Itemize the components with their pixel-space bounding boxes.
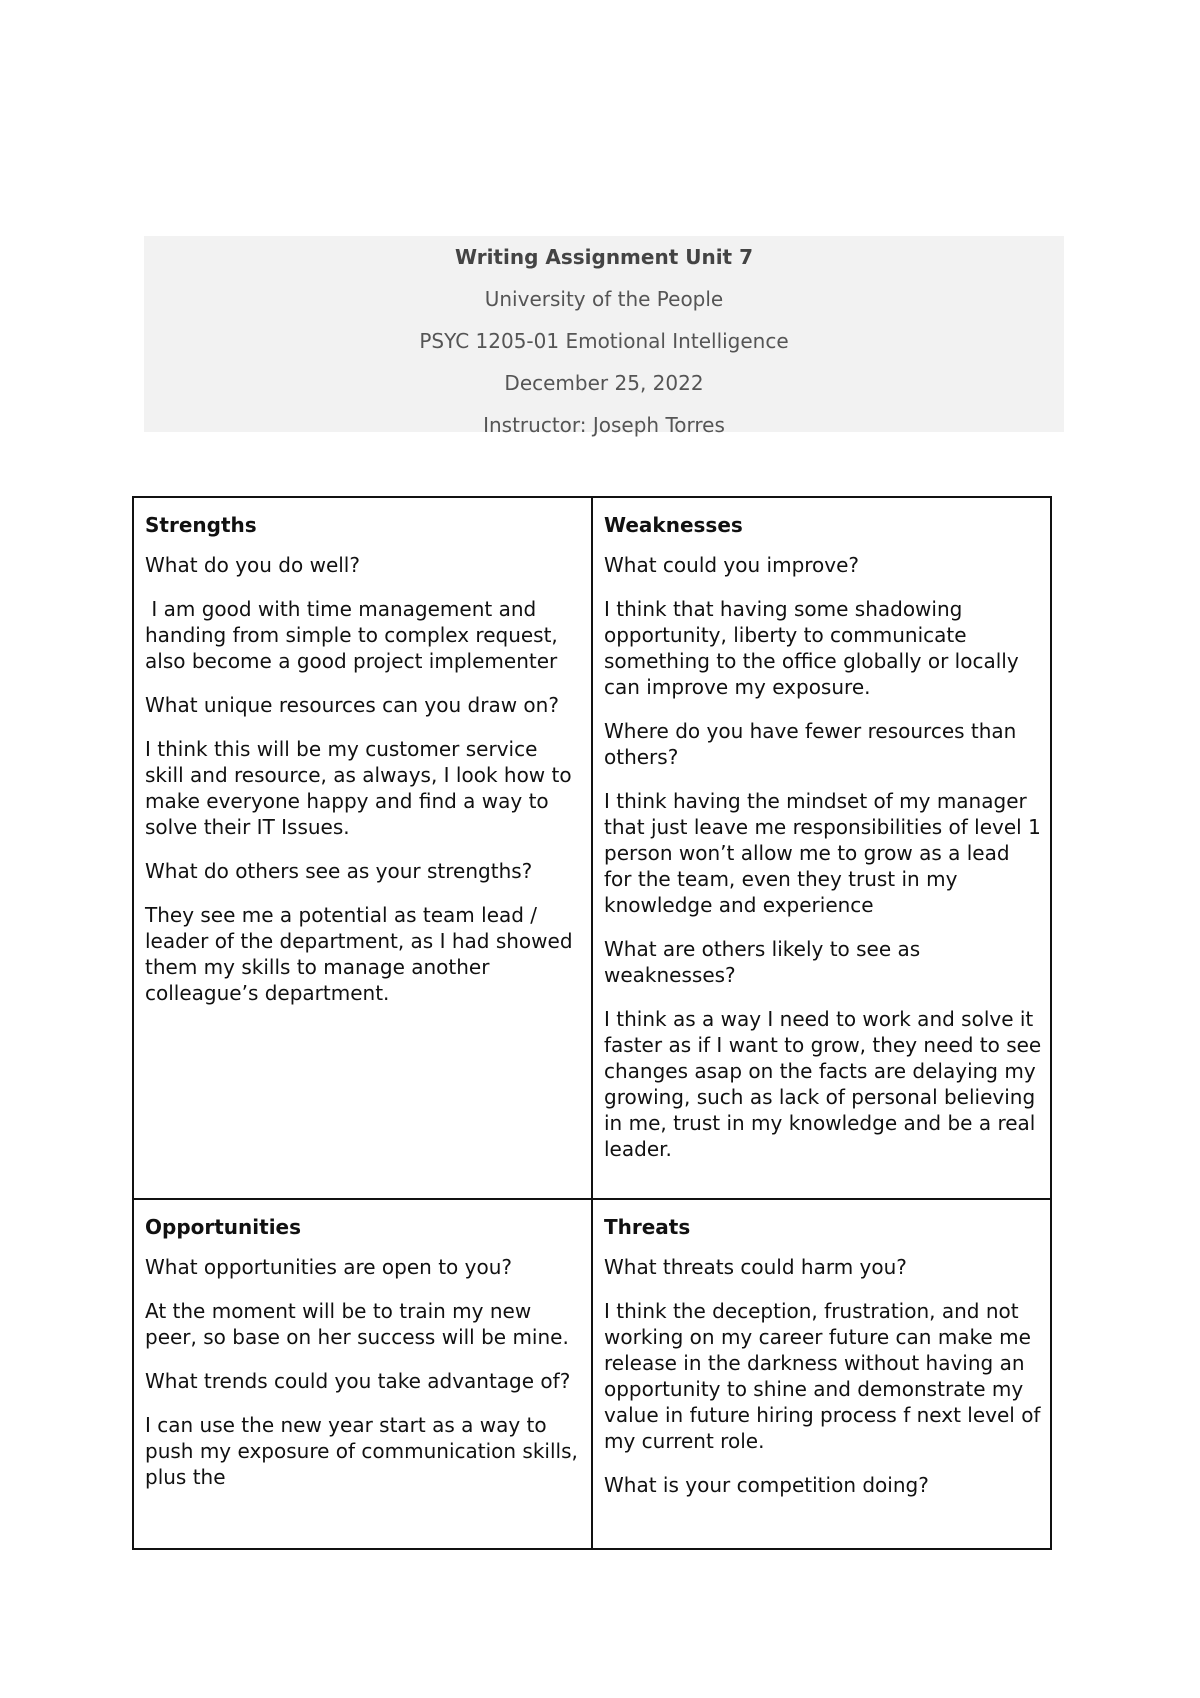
weaknesses-question-3: What are others likely to see as weaknesses? xyxy=(604,937,921,987)
strengths-answer-3: They see me a potential as team lead / leader of the department, as I had showed them my skills to manage another colleague’s department. xyxy=(145,903,573,1005)
threats-cell xyxy=(593,1200,1052,1548)
opportunities-answer-1: At the moment will be to train my new peer, so base on her success will be mine. xyxy=(145,1299,569,1349)
opportunities-heading: Opportunities xyxy=(145,1215,302,1239)
document-title: Writing Assignment Unit 7 xyxy=(455,245,753,269)
opportunities-answer-2: I can use the new year start as a way to push my exposure of communication skills, plus the xyxy=(145,1413,578,1489)
strengths-question-1: What do you do well? xyxy=(145,553,360,577)
strengths-answer-1: I am good with time management and handing from simple to complex request, also become a good project implementer xyxy=(145,597,565,673)
threats-question-2: What is your competition doing? xyxy=(604,1473,929,1497)
instructor-name: Instructor: Joseph Torres xyxy=(483,413,725,437)
opportunities-question-1: What opportunities are open to you? xyxy=(145,1255,512,1279)
weaknesses-answer-1: I think that having some shadowing opportunity, liberty to communicate something to the office globally or locally can improve my exposure. xyxy=(604,597,1019,699)
weaknesses-cell xyxy=(593,498,1052,1200)
weaknesses-question-2: Where do you have fewer resources than others? xyxy=(604,719,1017,769)
weaknesses-question-1: What could you improve? xyxy=(604,553,860,577)
document-header xyxy=(144,236,1064,437)
strengths-answer-2: I think this will be my customer service skill and resource, as always, I look how to make everyone happy and find a way to solve their IT Issues. xyxy=(145,737,572,839)
threats-heading: Threats xyxy=(604,1215,691,1239)
threats-question-1: What threats could harm you? xyxy=(604,1255,907,1279)
document-date: December 25, 2022 xyxy=(504,371,704,395)
strengths-cell xyxy=(134,498,593,1200)
opportunities-question-2: What trends could you take advantage of? xyxy=(145,1369,571,1393)
strengths-heading: Strengths xyxy=(145,513,257,537)
weaknesses-answer-3: I think as a way I need to work and solve it faster as if I want to grow, they need to see changes asap on the facts are delaying my growing, such as lack of personal believing in me, trust in my knowledge and be a real leader. xyxy=(604,1007,1042,1161)
opportunities-cell xyxy=(134,1200,593,1548)
weaknesses-heading: Weaknesses xyxy=(604,513,743,537)
strengths-question-2: What unique resources can you draw on? xyxy=(145,693,559,717)
university-name: University of the People xyxy=(484,287,724,311)
course-name: PSYC 1205-01 Emotional Intelligence xyxy=(419,329,789,353)
threats-answer-1: I think the deception, frustration, and not working on my career future can make me release in the darkness without having an opportunity to shine and demonstrate my value in future hiring process f next level of my current role. xyxy=(604,1299,1041,1453)
strengths-question-3: What do others see as your strengths? xyxy=(145,859,533,883)
swot-table xyxy=(132,496,1052,1550)
weaknesses-answer-2: I think having the mindset of my manager that just leave me responsibilities of level 1 person won’t allow me to grow as a lead for the team, even they trust in my knowledge and experience xyxy=(604,789,1041,917)
